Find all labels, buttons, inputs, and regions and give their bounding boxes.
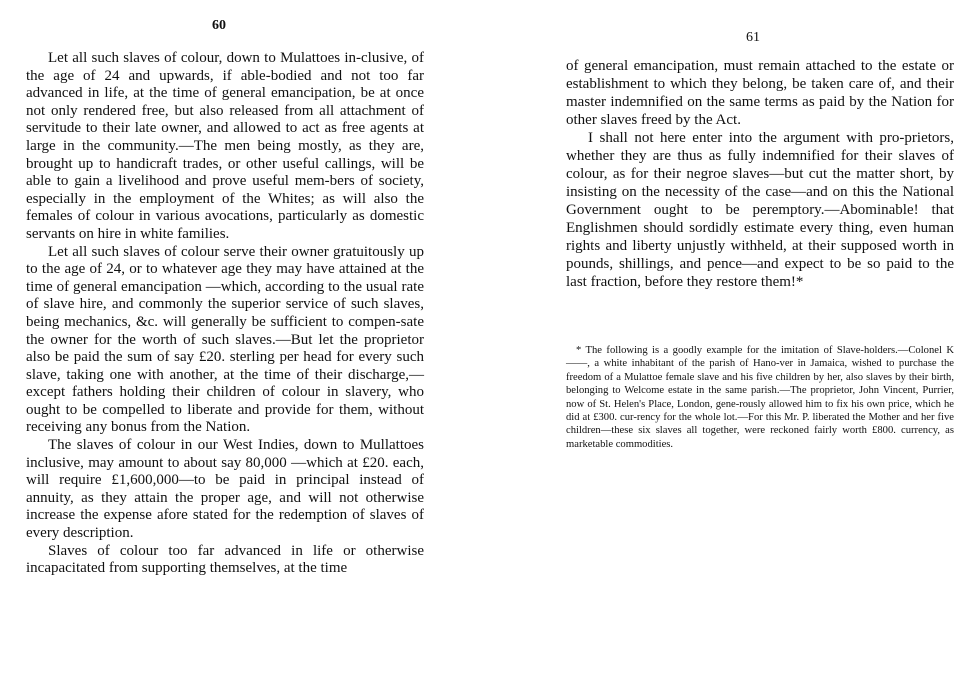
- right-page-text: [566, 57, 954, 291]
- footnote-text: * The following is a goodly example for the imitation of Slave-holders.—Colonel K——, a white inhabitant of the parish of Hano-ver in Jamaica, wished to purchase the freedom of a Mulattoe female slave and his five children by her, also slaves by their birth, belonging to Welcome estate in the same parish.—The proprietor, John Vincent, Purrier, now of St. Helen's Place, London, gene-rously allowed him to fix his own price, which he did at £300. cur-rency for the whole lot.—For this Mr. P. liberated the Mother and her five children—these six slaves all together, were reckoned fairly worth £800. currency, as marketable commodities.: [566, 345, 954, 450]
- right-page-number: 61: [746, 30, 760, 45]
- paragraph: The slaves of colour in our West Indies, down to Mullattoes inclusive, may amount to about say 80,000 —which at £20. each, will require £1,600,000—to be paid in principal instead of annuity, as they attain the proper age, and will not otherwise increase the expense afore stated for the redemption of slaves of every description.: [26, 437, 424, 542]
- left-page: [0, 0, 470, 696]
- left-page-number: 60: [212, 18, 226, 33]
- footnote: [566, 344, 954, 451]
- paragraph: Let all such slaves of colour serve their owner gratuitously up to the age of 24, or to whatever age they may have attained at the time of general emancipation —which, according to the usual rate of slave hire, and commonly the superior service of such slaves, being mechanics, &c. will generally be sufficient to compen-sate the owner for the worth of such slaves.—But let the proprietor also be paid the sum of say £20. sterling per head for every such slave, taking one with another, at the time of their discharge,—except fathers holding their children of colour in slavery, who ought to be compelled to liberate and provide for them, without receiving any bonus from the Nation.: [26, 243, 424, 436]
- paragraph: Let all such slaves of colour, down to Mulattoes in-clusive, of the age of 24 and upwards, if able-bodied and not too far advanced in life, at the time of general emancipation, be at once not only rendered free, but also released from all attachment of servitude to their late owner, and allowed to act as free agents at large in the community.—The men being mostly, as they are, brought up to handicraft trades, or other useful callings, will be able to gain a livelihood and prove useful mem-bers of society, especially in the employment of the Whites; as will also the females of colour in various avocations, particularly as domestic servants on hire in white families.: [26, 50, 424, 242]
- paragraph: I shall not here enter into the argument with pro-prietors, whether they are thus as fully indemnified for their slaves of colour, as for their negroe slaves—but cut the matter short, by insisting on the necessity of the case—and on this the National Government ought to be peremptory.—Abominable! that Englishmen should sordidly estimate every thing, even human rights and liberty unjustly withheld, at their supposed worth in pounds, shillings, and pence—and expect to be so paid to the last fraction, before they restore them!*: [566, 130, 954, 290]
- paragraph: Slaves of colour too far advanced in life or otherwise incapacitated from supporting themselves, at the time: [26, 542, 424, 577]
- paragraph: of general emancipation, must remain attached to the estate or establishment to which they belong, be taken care of, and their master indemnified on the same terms as paid by the Nation for other slaves freed by the Act.: [566, 58, 954, 128]
- left-page-text: [26, 50, 424, 578]
- right-page: [490, 0, 980, 696]
